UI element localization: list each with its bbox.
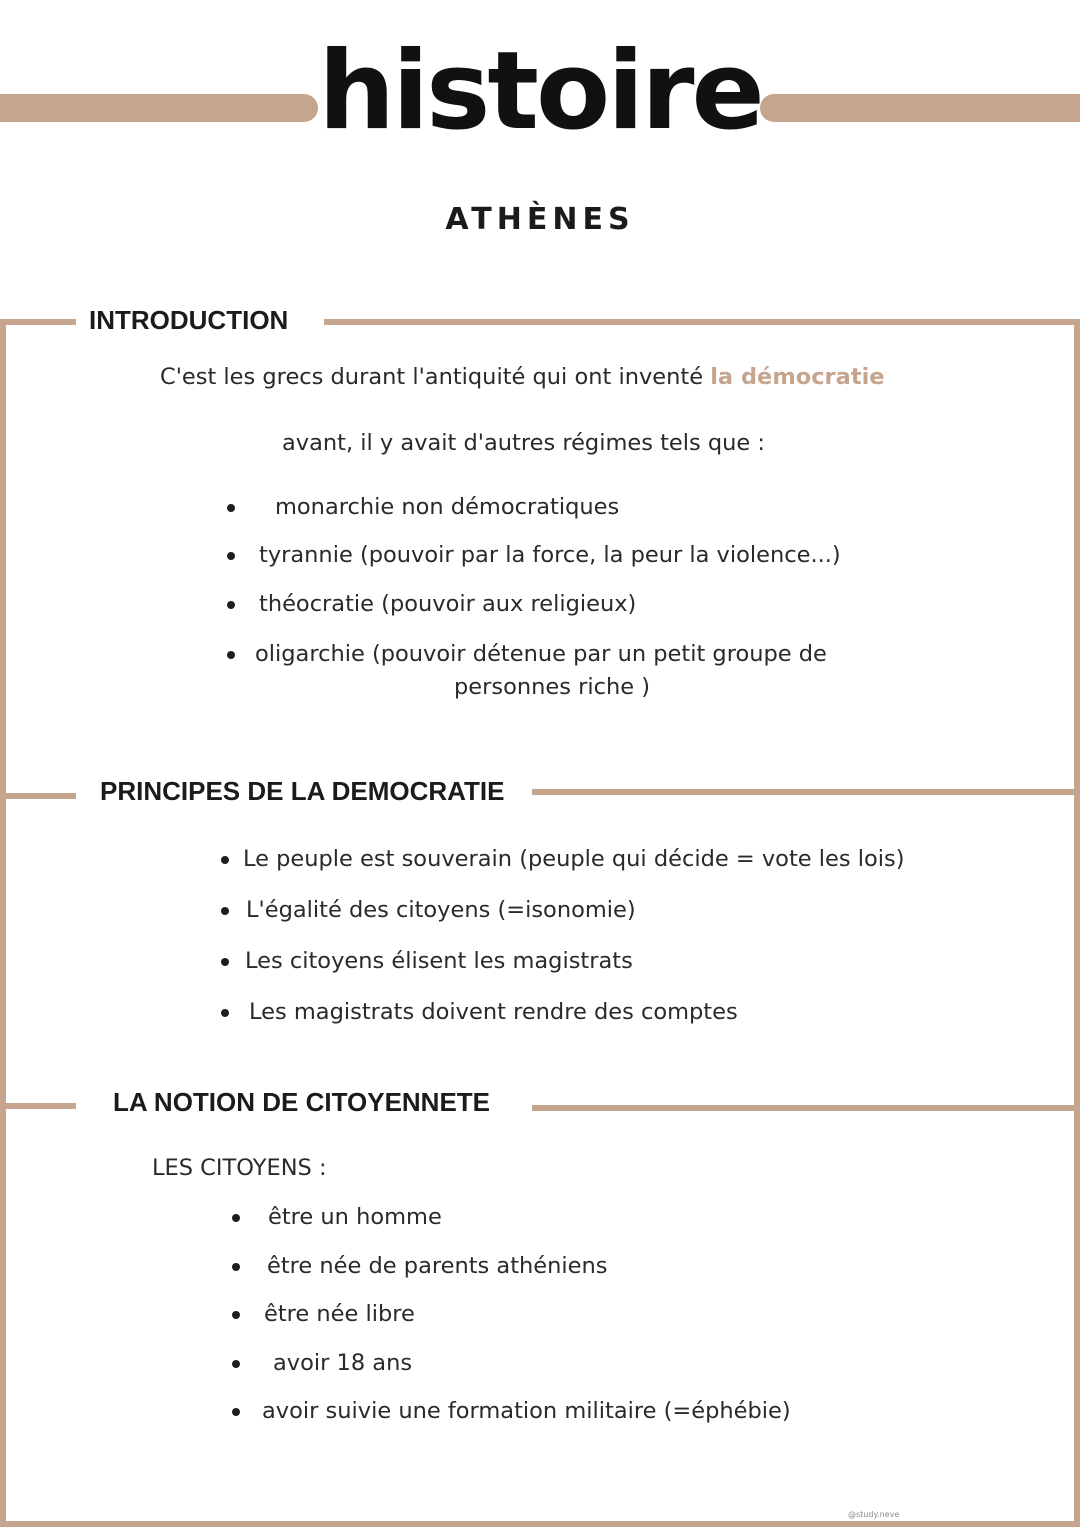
list-item-continuation: personnes riche )	[454, 674, 651, 700]
intro-divider-left	[0, 319, 76, 325]
bullet	[227, 651, 235, 659]
list-item: être née de parents athéniens	[267, 1253, 608, 1279]
page-subtitle: ATHÈNES	[445, 202, 635, 237]
bullet	[227, 552, 235, 560]
bullet	[227, 601, 235, 609]
democracy-highlight: la démocratie	[710, 364, 885, 390]
section-heading-principes: PRINCIPES DE LA DEMOCRATIE	[100, 776, 505, 806]
bullet	[232, 1360, 240, 1368]
bullet	[221, 1009, 229, 1017]
bullet	[232, 1214, 240, 1222]
frame-bottom-border	[0, 1521, 1080, 1527]
section-heading-citoyennete: LA NOTION DE CITOYENNETE	[113, 1087, 491, 1117]
principes-divider-right	[532, 789, 1080, 795]
section-heading-introduction: INTRODUCTION	[89, 305, 289, 335]
intro-line-1	[160, 364, 885, 391]
bullet	[221, 856, 229, 864]
intro-line-1-text: C'est les grecs durant l'antiquité qui ont inventé	[160, 364, 704, 390]
list-item: théocratie (pouvoir aux religieux)	[259, 591, 637, 617]
bullet	[221, 907, 229, 915]
page-title: histoire	[318, 29, 762, 154]
list-item: Les citoyens élisent les magistrats	[245, 948, 633, 974]
intro-divider-right	[324, 319, 1080, 325]
list-item: L'égalité des citoyens (=isonomie)	[246, 897, 636, 923]
list-item: être née libre	[264, 1301, 415, 1327]
list-item: être un homme	[268, 1204, 442, 1230]
frame-right-border	[1074, 319, 1080, 1527]
principes-divider-left	[0, 793, 76, 799]
frame-left-border	[0, 319, 6, 1527]
list-item: avoir suivie une formation militaire (=éphébie)	[262, 1398, 791, 1424]
list-item: monarchie non démocratiques	[275, 494, 620, 520]
bullet	[232, 1263, 240, 1271]
citoyens-label: LES CITOYENS :	[152, 1155, 327, 1181]
bullet	[232, 1408, 240, 1416]
bullet	[227, 504, 235, 512]
list-item: tyrannie (pouvoir par la force, la peur la violence...)	[259, 542, 841, 568]
citoyennete-divider-left	[0, 1103, 76, 1109]
watermark: @study.neve	[848, 1510, 900, 1519]
list-item: Le peuple est souverain (peuple qui décide = vote les lois)	[243, 846, 905, 872]
list-item: Les magistrats doivent rendre des comptes	[249, 999, 738, 1025]
citoyennete-divider-right	[532, 1105, 1080, 1111]
intro-line-2: avant, il y avait d'autres régimes tels que :	[282, 430, 766, 456]
bullet	[232, 1311, 240, 1319]
bullet	[221, 958, 229, 966]
list-item: oligarchie (pouvoir détenue par un petit groupe de	[255, 641, 827, 667]
list-item: avoir 18 ans	[273, 1350, 413, 1376]
